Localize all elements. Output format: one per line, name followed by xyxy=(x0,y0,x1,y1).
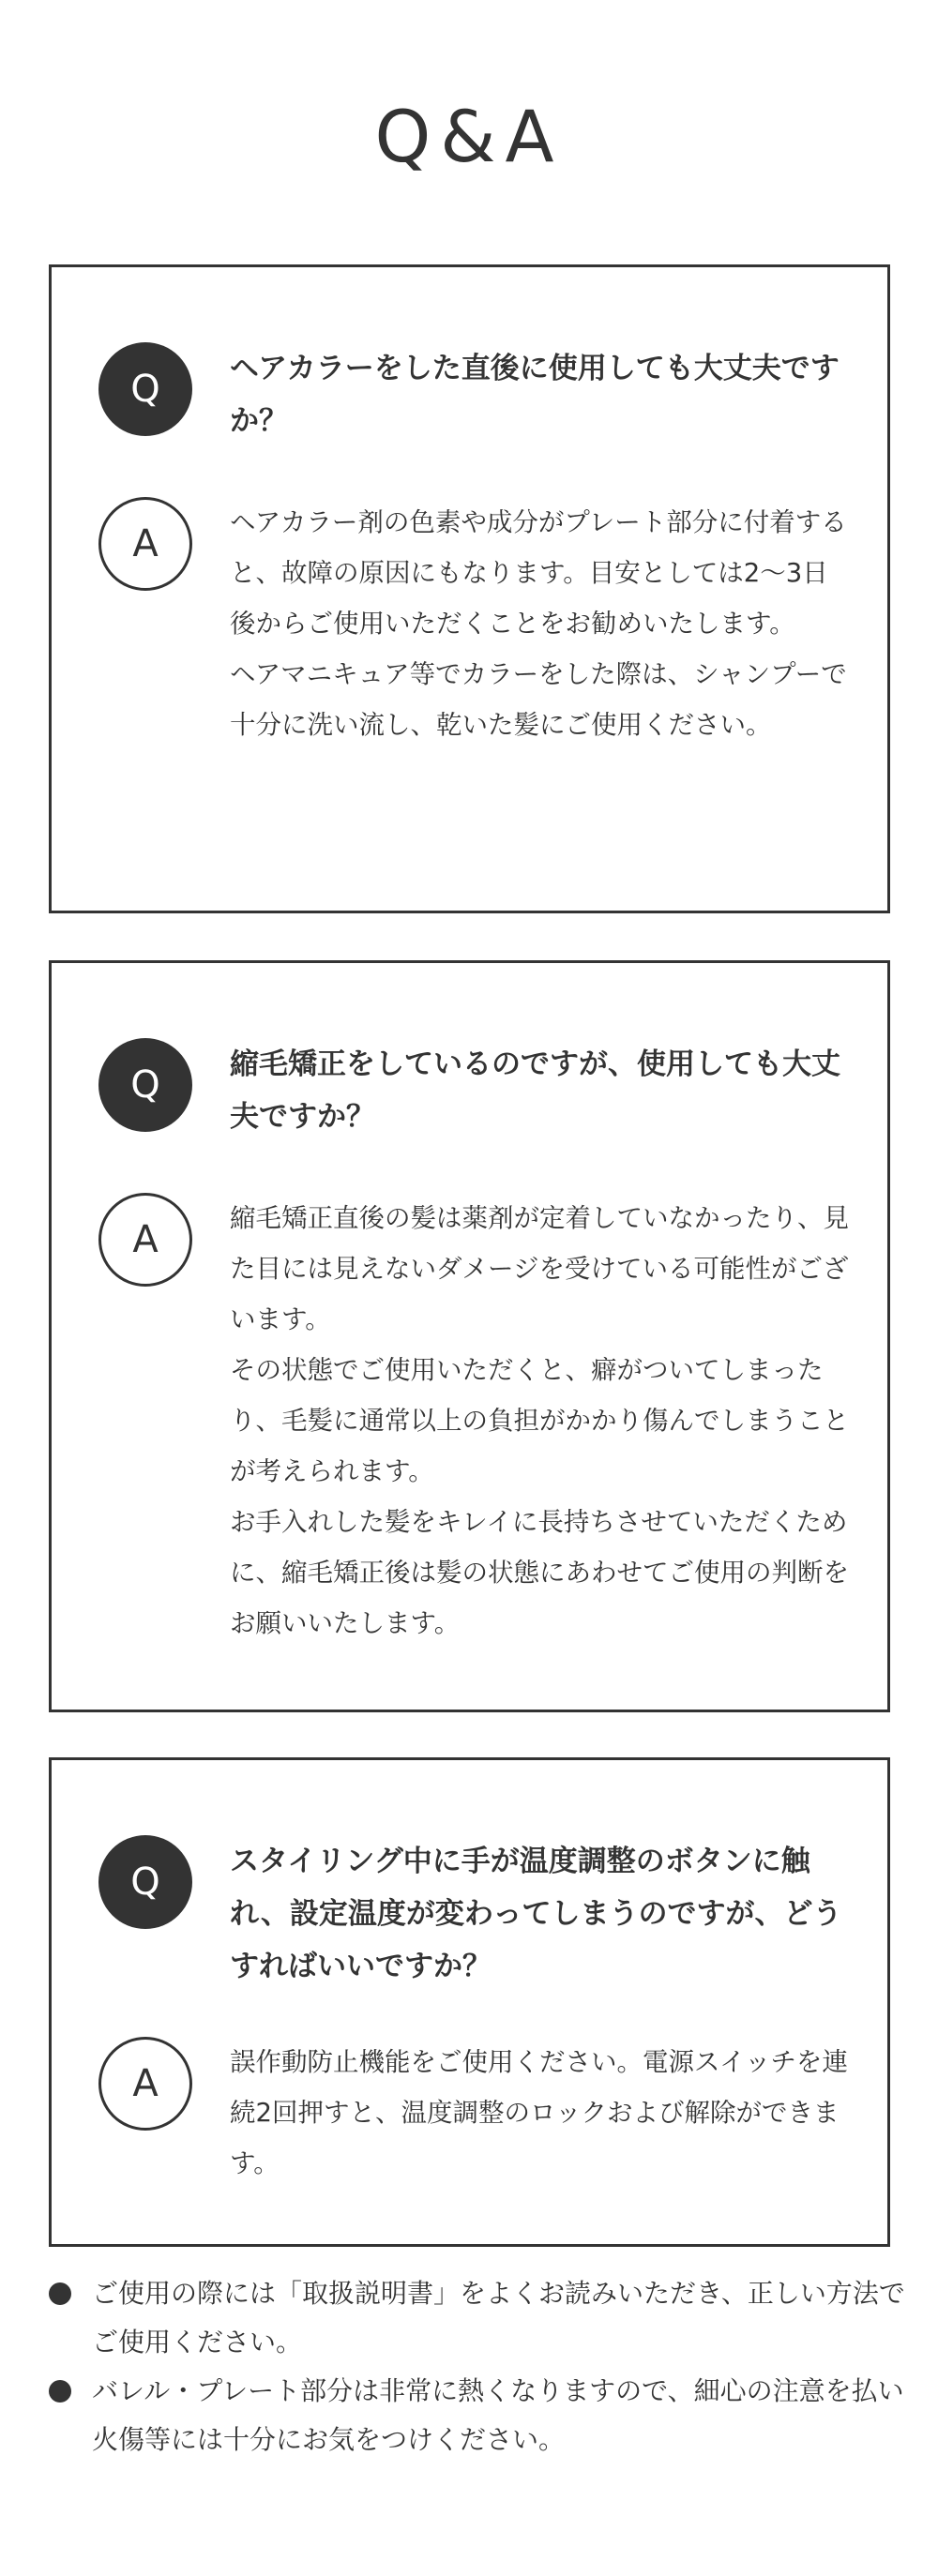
question-marker-icon: Q xyxy=(98,1038,192,1132)
faq-answer-paragraph: その状態でご使用いただくと、癖がついてしまったり、毛髪に通常以上の負担がかかり傷んでしまうことが考えられます。 xyxy=(230,1355,849,1486)
answer-marker-icon: A xyxy=(98,2037,192,2131)
faq-item-2 xyxy=(49,960,890,1712)
page-title: Q&A xyxy=(374,95,564,178)
faq-question: ヘアカラーをした直後に使用しても大丈夫ですか？ xyxy=(230,352,840,438)
faq-item-1 xyxy=(49,264,890,913)
faq-answer xyxy=(230,2037,850,2189)
bullet-icon xyxy=(49,2380,71,2403)
faq-question: 縮毛矯正をしているのですが、使用しても大丈夫ですか？ xyxy=(230,1047,840,1134)
faq-item-3 xyxy=(49,1757,890,2247)
answer-marker-icon: A xyxy=(98,1193,192,1287)
caution-note xyxy=(49,2269,912,2367)
faq-answer-paragraph: ヘアカラー剤の色素や成分がプレート部分に付着すると、故障の原因にもなります。目安としては2〜3日後からご使用いただくことをお勧めいたします。 xyxy=(230,507,847,639)
faq-answer xyxy=(230,1193,850,1649)
faq-answer-paragraph: お手入れした髪をキレイに長持ちさせていただくために、縮毛矯正後は髪の状態にあわせてご使用の判断をお願いいたします。 xyxy=(230,1507,849,1638)
faq-answer-paragraph: ヘアマニキュア等でカラーをした際は、シャンプーで十分に洗い流し、乾いた髪にご使用ください。 xyxy=(230,659,847,740)
faq-question: スタイリング中に手が温度調整のボタンに触れ、設定温度が変わってしまうのですが、どうすればいいですか？ xyxy=(230,1845,842,1983)
question-marker-icon: Q xyxy=(98,342,192,436)
faq-answer xyxy=(230,497,850,750)
caution-note xyxy=(49,2367,912,2464)
bullet-icon xyxy=(49,2282,71,2305)
answer-marker-icon: A xyxy=(98,497,192,591)
faq-answer-paragraph: 誤作動防止機能をご使用ください。電源スイッチを連続2回押すと、温度調整のロックおよび解除ができます。 xyxy=(230,2047,848,2178)
faq-answer-paragraph: 縮毛矯正直後の髪は薬剤が定着していなかったり、見た目には見えないダメージを受けている可能性がございます。 xyxy=(230,1203,849,1334)
question-marker-icon: Q xyxy=(98,1835,192,1929)
caution-note-text: ご使用の際には「取扱説明書」をよくお読みいただき、正しい方法でご使用ください。 xyxy=(92,2278,905,2358)
caution-notes xyxy=(49,2269,912,2464)
caution-note-text: バレル・プレート部分は非常に熱くなりますので、細心の注意を払い火傷等には十分にお気をつけください。 xyxy=(92,2375,904,2455)
